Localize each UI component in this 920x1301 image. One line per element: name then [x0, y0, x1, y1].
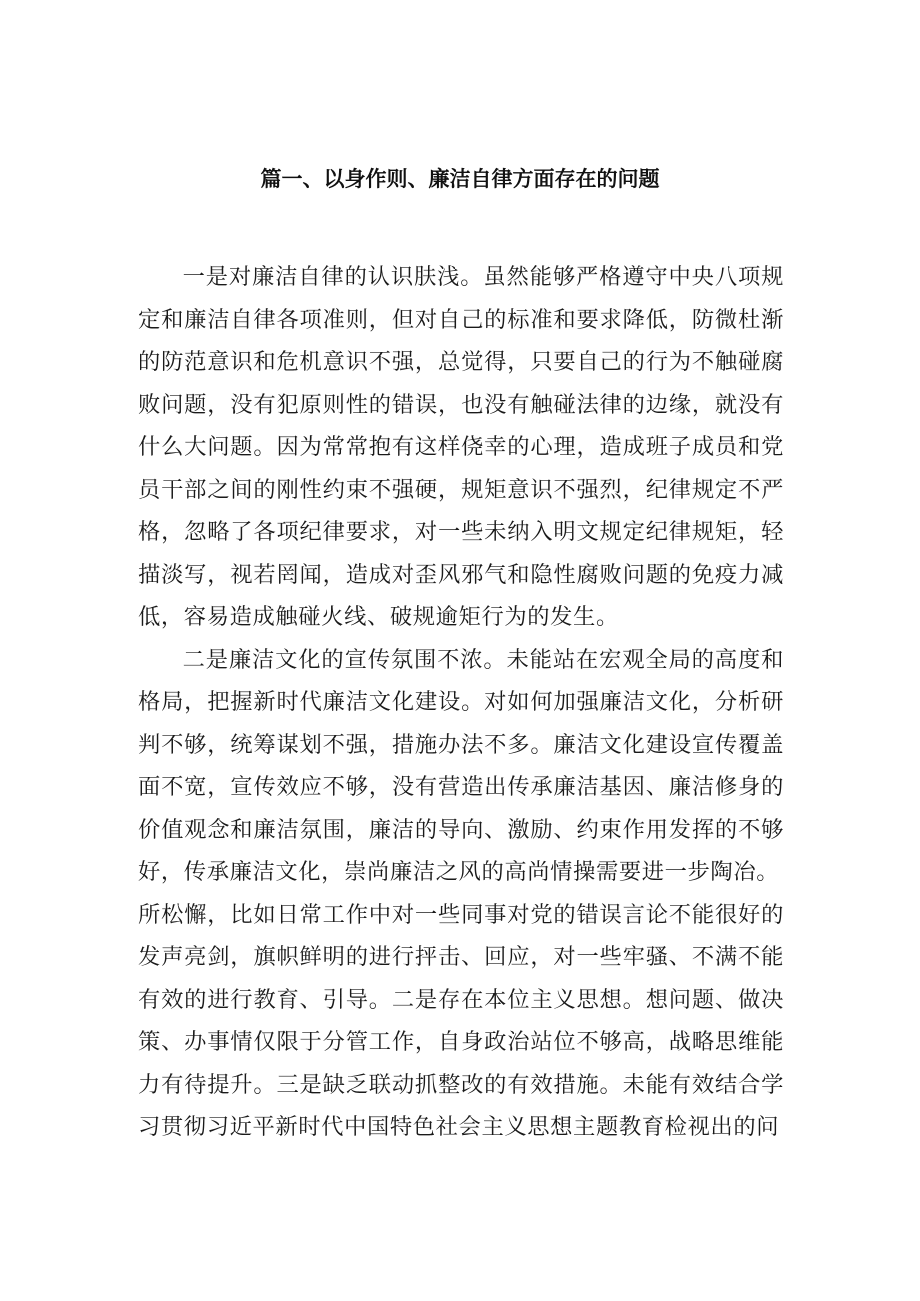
document-title: 篇一、以身作则、廉洁自律方面存在的问题: [260, 167, 660, 191]
paragraph-1: 一是对廉洁自律的认识肤浅。虽然能够严格遵守中央八项规定和廉洁自律各项准则，但对自己的标准和要求降低，防微杜渐的防范意识和危机意识不强，总觉得，只要自己的行为不触碰腐败问题，没有犯原则性的错误，也没有触碰法律的边缘，就没有什么大问题。因为常常抱有这样侥幸的心理，造成班子成员和党员干部之间的刚性约束不强硬，规矩意识不强烈，纪律规定不严格，忽略了各项纪律要求，对一些未纳入明文规定纪律规矩，轻描淡写，视若罔闻，造成对歪风邪气和隐性腐败问题的免疫力减低，容易造成触碰火线、破规逾矩行为的发生。: [138, 264, 784, 630]
paragraph-3: 所松懈，比如日常工作中对一些同事对党的错误言论不能很好的发声亮剑，旗帜鲜明的进行抨击、回应，对一些牢骚、不满不能有效的进行教育、引导。二是存在本位主义思想。想问题、做决策、办事情仅限于分管工作，自身政治站位不够高，战略思维能力有待提升。三是缺乏联动抓整改的有效措施。未能有效结合学习贯彻习近平新时代中国特色社会主义思想主题教育检视出的问: [138, 901, 784, 1140]
document-body: [138, 256, 784, 1149]
paragraph-2: 二是廉洁文化的宣传氛围不浓。未能站在宏观全局的高度和格局，把握新时代廉洁文化建设。对如何加强廉洁文化，分析研判不够，统筹谋划不强，措施办法不多。廉洁文化建设宣传覆盖面不宽，宣传效应不够，没有营造出传承廉洁基因、廉洁修身的价值观念和廉洁氛围，廉洁的导向、激励、约束作用发挥的不够好，传承廉洁文化，崇尚廉洁之风的高尚情操需要进一步陶冶。: [138, 646, 784, 885]
